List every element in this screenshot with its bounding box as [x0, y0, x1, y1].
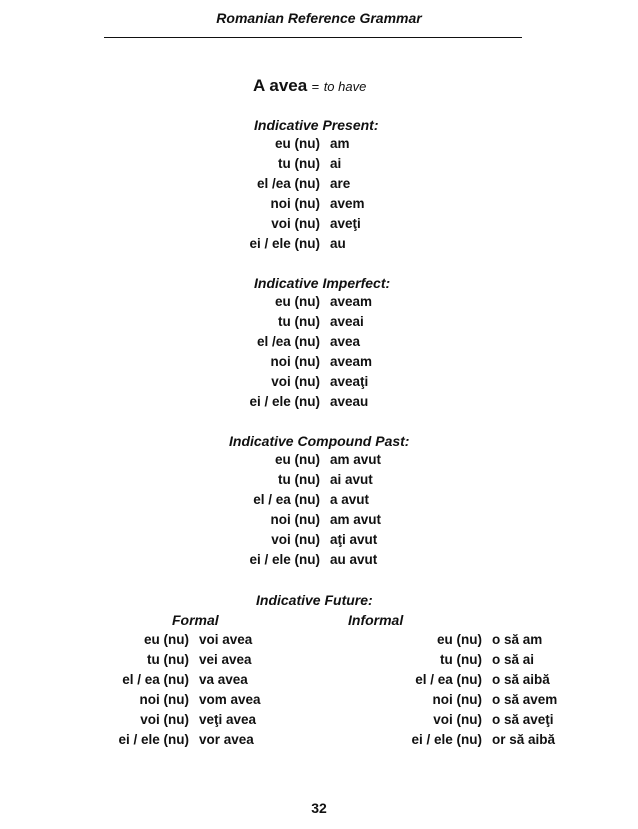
pronoun-cell: tu (nu) [278, 156, 320, 171]
table-row [0, 472, 638, 492]
table-row [0, 156, 638, 176]
form-cell: o să aibă [492, 672, 550, 687]
form-cell: a avut [330, 492, 370, 507]
pronoun-cell: eu (nu) [275, 136, 320, 151]
pronoun-cell: ei / ele (nu) [118, 732, 189, 747]
form-cell: aţi avut [330, 532, 378, 547]
pronoun-cell: voi (nu) [271, 374, 320, 389]
form-cell: am [330, 136, 350, 151]
table-row [0, 692, 320, 712]
pronoun-cell: tu (nu) [278, 472, 320, 487]
form-cell: vor avea [199, 732, 254, 747]
pronoun-cell: ei / ele (nu) [249, 394, 320, 409]
form-cell: vei avea [199, 652, 252, 667]
table-row [300, 732, 600, 752]
table-row [0, 512, 638, 532]
form-cell: o să ai [492, 652, 535, 667]
table-row [0, 552, 638, 572]
pronoun-cell: eu (nu) [275, 452, 320, 467]
pronoun-cell: noi (nu) [270, 512, 320, 527]
table-row [0, 294, 638, 314]
pronoun-cell: tu (nu) [278, 314, 320, 329]
form-cell: aveţi [330, 216, 361, 231]
table-row [300, 692, 600, 712]
form-cell: aveam [330, 354, 373, 369]
table-row [0, 196, 638, 216]
form-cell: veţi avea [199, 712, 257, 727]
form-cell: o să am [492, 632, 543, 647]
subheading-formal: Formal [172, 612, 219, 628]
form-cell: vom avea [199, 692, 261, 707]
pronoun-cell: el /ea (nu) [256, 176, 320, 191]
pronoun-cell: voi (nu) [271, 216, 320, 231]
table-row [300, 652, 600, 672]
pronoun-cell: eu (nu) [144, 632, 189, 647]
form-cell: or să aibă [492, 732, 556, 747]
equals-sign: = [311, 79, 320, 94]
header-rule [104, 37, 522, 38]
form-cell: are [330, 176, 351, 191]
heading-compound-past: Indicative Compound Past: [229, 433, 410, 449]
heading-present: Indicative Present: [254, 117, 379, 133]
verb-gloss: to have [323, 79, 367, 94]
table-row [0, 334, 638, 354]
verb-title [253, 76, 366, 96]
form-cell: voi avea [199, 632, 253, 647]
form-cell: au avut [330, 552, 378, 567]
pronoun-cell: el / ea (nu) [122, 672, 189, 687]
table-row [0, 236, 638, 256]
pronoun-cell: voi (nu) [433, 712, 482, 727]
table-row [0, 632, 320, 652]
pronoun-cell: voi (nu) [271, 532, 320, 547]
form-cell: aveai [330, 314, 364, 329]
table-row [0, 452, 638, 472]
pronoun-cell: noi (nu) [432, 692, 482, 707]
table-row [300, 712, 600, 732]
pronoun-cell: tu (nu) [147, 652, 189, 667]
running-header: Romanian Reference Grammar [216, 10, 422, 26]
table-row [300, 672, 600, 692]
table-row [0, 354, 638, 374]
form-cell: ai avut [330, 472, 373, 487]
pronoun-cell: ei / ele (nu) [411, 732, 482, 747]
pronoun-cell: ei / ele (nu) [249, 552, 320, 567]
pronoun-cell: el / ea (nu) [253, 492, 320, 507]
table-row [0, 712, 320, 732]
subheading-informal: Informal [348, 612, 404, 628]
table-row [0, 216, 638, 236]
pronoun-cell: tu (nu) [440, 652, 482, 667]
form-cell: avem [330, 196, 365, 211]
pronoun-cell: el /ea (nu) [256, 334, 320, 349]
pronoun-cell: el / ea (nu) [415, 672, 482, 687]
form-cell: ai [330, 156, 342, 171]
heading-imperfect: Indicative Imperfect: [254, 275, 391, 291]
table-row [0, 314, 638, 334]
pronoun-cell: noi (nu) [139, 692, 189, 707]
pronoun-cell: eu (nu) [275, 294, 320, 309]
heading-future: Indicative Future: [256, 592, 373, 608]
table-row [0, 532, 638, 552]
table-row [0, 176, 638, 196]
table-row [0, 652, 320, 672]
table-row [300, 632, 600, 652]
form-cell: va avea [199, 672, 248, 687]
verb-infinitive: A avea [253, 76, 308, 95]
page-number: 32 [311, 800, 327, 816]
pronoun-cell: voi (nu) [140, 712, 189, 727]
form-cell: o să aveţi [492, 712, 554, 727]
table-row [0, 732, 320, 752]
table-row [0, 672, 320, 692]
form-cell: avea [330, 334, 361, 349]
form-cell: aveam [330, 294, 373, 309]
form-cell: aveaţi [330, 374, 369, 389]
table-row [0, 492, 638, 512]
pronoun-cell: noi (nu) [270, 196, 320, 211]
pronoun-cell: ei / ele (nu) [249, 236, 320, 251]
pronoun-cell: noi (nu) [270, 354, 320, 369]
table-row [0, 394, 638, 414]
form-cell: am avut [330, 452, 382, 467]
table-row [0, 374, 638, 394]
form-cell: au [330, 236, 346, 251]
pronoun-cell: eu (nu) [437, 632, 482, 647]
form-cell: am avut [330, 512, 382, 527]
form-cell: aveau [330, 394, 369, 409]
table-row [0, 136, 638, 156]
form-cell: o să avem [492, 692, 558, 707]
